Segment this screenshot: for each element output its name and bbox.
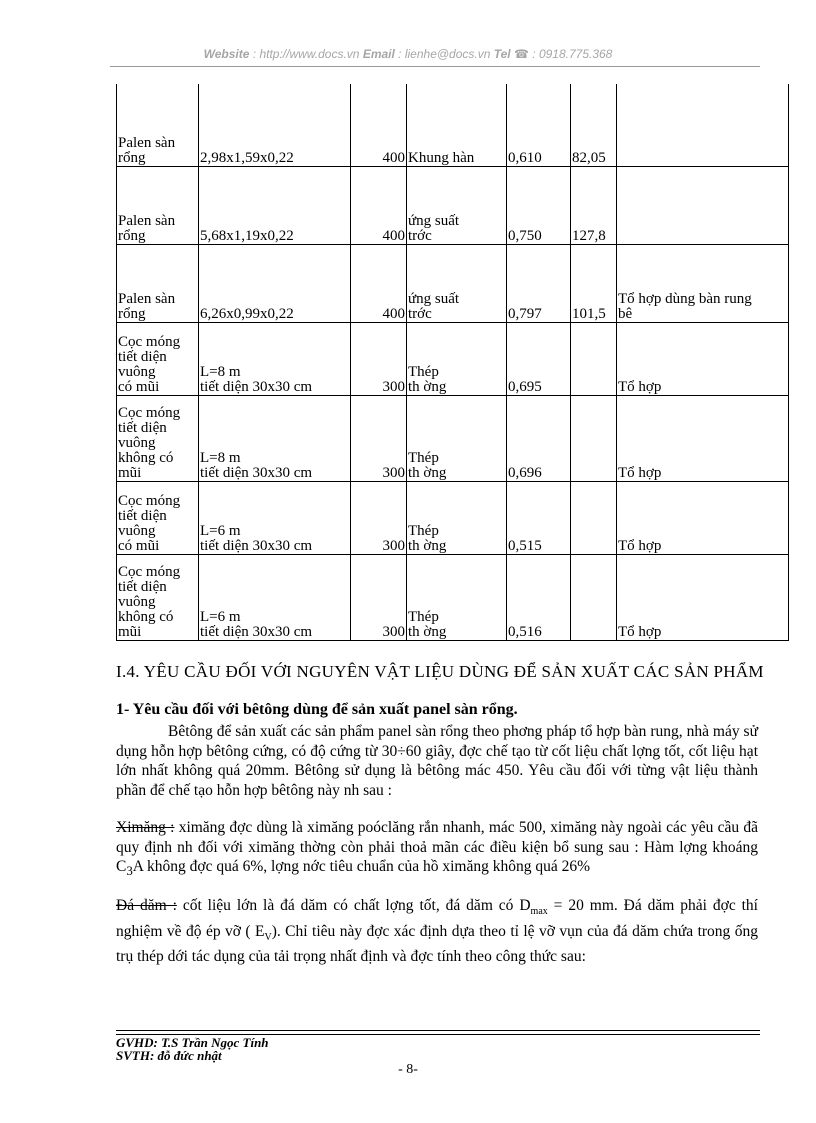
table-cell-method	[407, 554, 507, 640]
table-cell-volume	[507, 166, 571, 244]
cell-text-grade: 400	[382, 149, 405, 166]
table-row	[117, 554, 789, 640]
cell-text-method: Thép th ờng	[408, 363, 447, 395]
cement-subscript: 3	[126, 863, 133, 879]
cell-text-grade: 300	[382, 464, 405, 481]
table-row	[117, 244, 789, 322]
table-cell-size	[199, 481, 351, 554]
cell-text-name: Cọc móng tiết diện vuông có mũi	[118, 492, 181, 554]
cell-text-name: Palen sàn rổng	[118, 134, 176, 166]
table-cell-name	[117, 481, 199, 554]
table-cell-method	[407, 322, 507, 395]
cell-text-note: Tổ hợp	[618, 623, 662, 640]
table-row	[117, 166, 789, 244]
table-cell-method	[407, 166, 507, 244]
table-cell-size	[199, 554, 351, 640]
stone-text-a: cốt liệu lớn là đá dăm có chất lợng tốt, đá dăm có D	[176, 897, 531, 914]
header-divider	[110, 66, 760, 67]
cell-text-name: Palen sàn rổng	[118, 290, 176, 322]
cell-text-note: Tổ hợp	[618, 464, 662, 481]
page-number: - 8-	[398, 1062, 418, 1077]
cell-text-method: Khung hàn	[408, 149, 475, 166]
table-row	[117, 84, 789, 166]
cell-text-method: Thép th ờng	[408, 608, 447, 640]
cell-text-size: 6,26x0,99x0,22	[200, 305, 294, 322]
table-cell-volume	[507, 322, 571, 395]
table-cell-weight	[571, 84, 617, 166]
cell-text-size: L=6 m tiết diện 30x30 cm	[200, 608, 313, 640]
table-cell-method	[407, 395, 507, 481]
table-cell-size	[199, 166, 351, 244]
table-cell-weight	[571, 395, 617, 481]
cell-text-method: Thép th ờng	[408, 522, 447, 554]
cement-paragraph	[116, 818, 758, 881]
table-cell-name	[117, 322, 199, 395]
cell-text-method: ứng suất trớc	[408, 290, 460, 322]
cement-label: Ximăng :	[116, 819, 175, 836]
cell-text-size: L=8 m tiết diện 30x30 cm	[200, 449, 313, 481]
table-cell-method	[407, 84, 507, 166]
intro-paragraph: Bêtông để sản xuất các sản phẩm panel sàn rổng theo phơng pháp tổ hợp bàn rung, nhà máy sử dụng hỗn hợp bêtông cứng, có độ cứng từ 30÷60 giây, đợc chế tạo từ cốt liệu chất lợng tốt, cốt liệu hạt lớn nhất không quá 20mm. Bêtông sử dụng là bêtông mác 450. Yêu cầu đối với từng vật liệu thành phần để chế tạo hỗn hợp bêtông này nh sau :	[116, 723, 758, 799]
table-cell-note	[617, 481, 789, 554]
table-cell-grade	[351, 166, 407, 244]
ev-subscript: V	[264, 931, 272, 943]
table-cell-weight	[571, 166, 617, 244]
section-title: I.4. YÊU CẦU ĐỐI VỚI NGUYÊN VẬT LIỆU DÙNG ĐỂ SẢN XUẤT CÁC SẢN PHẨM	[116, 662, 764, 681]
stone-text-c: ). Chỉ tiêu này đợc xác định dựa theo tỉ lệ vỡ vụn của đá dăm chứa trong ống trụ thép dới tác dụng của tải trọng nhất định và đợc tính theo công thức sau:	[116, 922, 758, 966]
cell-text-method: Thép th ờng	[408, 449, 447, 481]
stone-label: Đá dăm :	[116, 897, 177, 914]
table-cell-size	[199, 322, 351, 395]
table-cell-grade	[351, 481, 407, 554]
cell-text-note: Tổ hợp	[618, 378, 662, 395]
tel-label: Tel	[493, 47, 511, 61]
table-cell-note	[617, 166, 789, 244]
cell-text-volume: 0,610	[508, 149, 542, 166]
cell-text-grade: 300	[382, 378, 405, 395]
cell-text-note: Tổ hợp dùng bàn rung bê	[618, 290, 752, 322]
cell-text-weight: 82,05	[572, 149, 606, 166]
table-cell-note	[617, 244, 789, 322]
email-label: Email	[362, 47, 395, 61]
cell-text-grade: 300	[382, 623, 405, 640]
table-row	[117, 395, 789, 481]
product-table	[116, 84, 789, 641]
table-cell-name	[117, 244, 199, 322]
cell-text-volume: 0,516	[508, 623, 542, 640]
table-cell-name	[117, 554, 199, 640]
cell-text-volume: 0,797	[508, 305, 542, 322]
tel-value: ☎ : 0918.775.368	[510, 47, 613, 61]
table-cell-method	[407, 481, 507, 554]
table-cell-volume	[507, 481, 571, 554]
cement-text-a: ximăng đợc dùng là ximăng poóclăng rắn nhanh, mác 500, ximăng này ngoài các yêu cầu đã quy định nh đối với ximăng thờng còn phải thoả mãn các điều kiện bổ sung sau : Hàm lợng khoáng C	[116, 819, 758, 875]
cell-text-size: 5,68x1,19x0,22	[200, 227, 294, 244]
table-cell-weight	[571, 554, 617, 640]
cell-text-name: Palen sàn rổng	[118, 212, 176, 244]
cell-text-volume: 0,515	[508, 537, 542, 554]
cell-text-grade: 400	[382, 227, 405, 244]
table-cell-weight	[571, 481, 617, 554]
cell-text-name: Cọc móng tiết diện vuông không có mũi	[118, 404, 181, 481]
page-header	[0, 47, 816, 61]
table-cell-volume	[507, 84, 571, 166]
footer-student: SVTH: đỗ đức nhật	[116, 1048, 222, 1063]
table-cell-note	[617, 84, 789, 166]
cell-text-weight: 101,5	[572, 305, 606, 322]
cell-text-volume: 0,696	[508, 464, 542, 481]
cell-text-weight: 127,8	[572, 227, 606, 244]
table-cell-size	[199, 395, 351, 481]
cement-text-b: A không đợc quá 6%, lợng nớc tiêu chuẩn của hồ ximăng không quá 26%	[132, 858, 591, 875]
table-cell-note	[617, 322, 789, 395]
table-cell-name	[117, 84, 199, 166]
cell-text-size: L=6 m tiết diện 30x30 cm	[200, 522, 313, 554]
cell-text-volume: 0,750	[508, 227, 542, 244]
table-cell-grade	[351, 322, 407, 395]
cell-text-size: 2,98x1,59x0,22	[200, 149, 294, 166]
website-label: Website	[203, 47, 250, 61]
table-cell-volume	[507, 554, 571, 640]
table-cell-note	[617, 554, 789, 640]
table-cell-grade	[351, 244, 407, 322]
dmax-subscript: max	[530, 906, 548, 918]
table-cell-size	[199, 84, 351, 166]
cell-text-volume: 0,695	[508, 378, 542, 395]
website-value: : http://www.docs.vn	[249, 47, 363, 61]
section-subtitle: 1- Yêu cầu đối với bêtông dùng để sản xuất panel sàn rổng.	[116, 701, 518, 718]
cell-text-method: ứng suất trớc	[408, 212, 460, 244]
stone-paragraph	[116, 896, 758, 967]
cell-text-name: Cọc móng tiết diện vuông không có mũi	[118, 563, 181, 640]
email-value: : lienhe@docs.vn	[394, 47, 494, 61]
cell-text-grade: 300	[382, 537, 405, 554]
table-cell-size	[199, 244, 351, 322]
table-cell-weight	[571, 322, 617, 395]
footer-advisor: GVHD: T.S Trần Ngọc Tính	[116, 1035, 269, 1050]
table-cell-weight	[571, 244, 617, 322]
table-cell-grade	[351, 554, 407, 640]
stone-text-b: = 20 mm. Đá dăm phải đợc thí nghiệm về độ ép vỡ ( E	[116, 897, 758, 940]
table-cell-volume	[507, 244, 571, 322]
table-cell-name	[117, 395, 199, 481]
cell-text-grade: 400	[382, 305, 405, 322]
table-cell-method	[407, 244, 507, 322]
table-row	[117, 481, 789, 554]
footer-divider-top	[116, 1030, 760, 1031]
cell-text-size: L=8 m tiết diện 30x30 cm	[200, 363, 313, 395]
table-cell-volume	[507, 395, 571, 481]
table-cell-note	[617, 395, 789, 481]
table-cell-grade	[351, 84, 407, 166]
cell-text-note: Tổ hợp	[618, 537, 662, 554]
table-cell-name	[117, 166, 199, 244]
table-cell-grade	[351, 395, 407, 481]
cell-text-name: Cọc móng tiết diện vuông có mũi	[118, 333, 181, 395]
table-row	[117, 322, 789, 395]
